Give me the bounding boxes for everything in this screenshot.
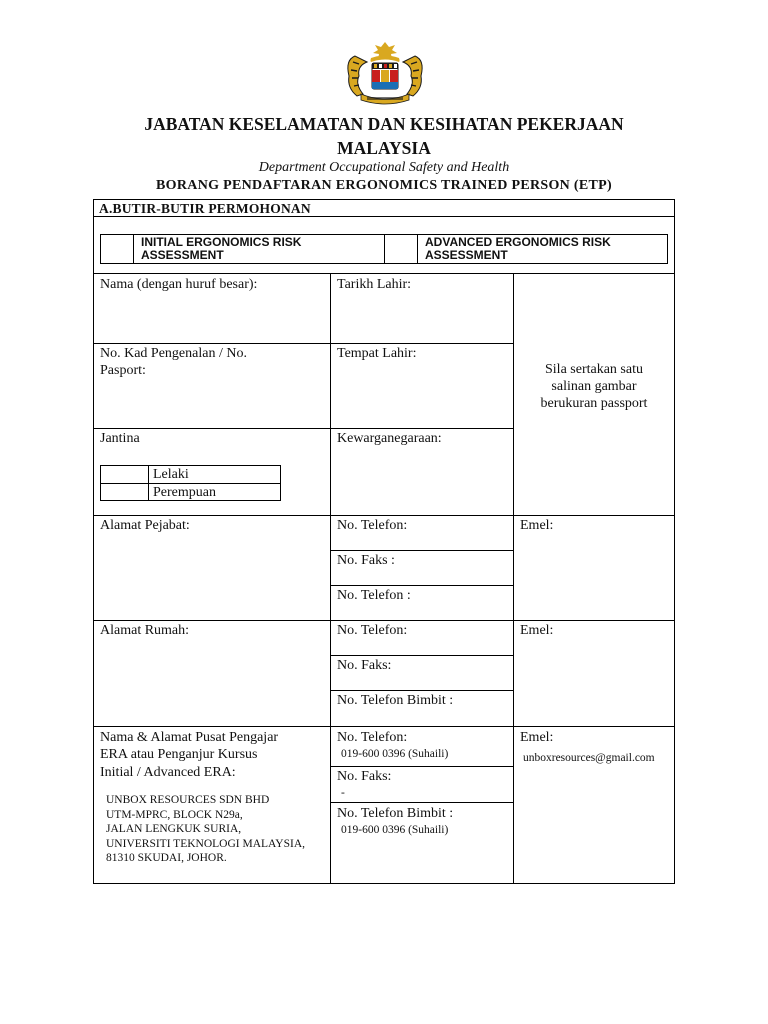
- tarikh-lahir-field[interactable]: [331, 294, 512, 342]
- cell-divider: [330, 655, 514, 656]
- telefon-pejabat-label: No. Telefon:: [337, 518, 408, 533]
- advanced-era-label-line1: ADVANCED ERGONOMICS RISK: [425, 235, 611, 249]
- cell-divider: [330, 766, 514, 767]
- pusat-address-line4: UNIVERSITI TEKNOLOGI MALAYSIA,: [106, 837, 306, 850]
- cell-divider: [330, 550, 514, 551]
- department-title: JABATAN KESELAMATAN DAN KESIHATAN PEKERJAAN: [144, 114, 624, 134]
- advanced-era-checkbox[interactable]: [385, 235, 417, 263]
- faks-pusat-label: No. Faks:: [337, 769, 392, 784]
- kad-pengenalan-field[interactable]: [94, 380, 329, 427]
- cell-divider: [330, 690, 514, 691]
- photo-instruction-line1: Sila sertakan satu: [545, 362, 643, 377]
- kewarganegaraan-field[interactable]: [331, 449, 512, 514]
- alamat-rumah-label: Alamat Rumah:: [100, 623, 190, 638]
- emel-rumah-label: Emel:: [520, 623, 554, 638]
- tempat-lahir-label: Tempat Lahir:: [337, 346, 417, 361]
- faks-pusat-value: -: [341, 787, 345, 799]
- alamat-rumah-field[interactable]: [94, 641, 329, 725]
- nama-label: Nama (dengan huruf besar):: [100, 277, 258, 292]
- emel-pusat-value: unboxresources@gmail.com: [523, 752, 655, 764]
- cell-divider: [330, 802, 514, 803]
- advanced-era-label-line2: ASSESSMENT: [425, 248, 508, 262]
- lelaki-label: Lelaki: [153, 467, 189, 482]
- department-subtitle: Department Occupational Safety and Health: [258, 160, 510, 175]
- telefon-pusat-label: No. Telefon:: [337, 730, 408, 745]
- pusat-label-line2: ERA atau Penganjur Kursus: [100, 747, 258, 762]
- malaysia-coat-of-arms-logo: [337, 36, 433, 108]
- faks-rumah-label: No. Faks:: [337, 658, 392, 673]
- row-divider: [93, 620, 675, 621]
- telefon-pusat-value: 019-600 0396 (Suhaili): [341, 748, 449, 760]
- kad-pengenalan-label-line1: No. Kad Pengenalan / No.: [100, 346, 247, 361]
- cell-divider: [330, 585, 514, 586]
- section-divider: [93, 216, 675, 217]
- lelaki-checkbox[interactable]: [101, 466, 148, 483]
- initial-era-label-line2: ASSESSMENT: [141, 248, 224, 262]
- telefon-bimbit-label: No. Telefon Bimbit :: [337, 693, 454, 708]
- telefon-pejabat-2-label: No. Telefon :: [337, 588, 411, 603]
- perempuan-checkbox[interactable]: [101, 484, 148, 500]
- pusat-address-line3: JALAN LENGKUK SURIA,: [106, 823, 242, 835]
- table-border-bottom: [93, 883, 675, 884]
- gender-option-divider: [148, 465, 149, 501]
- photo-instruction-line2: salinan gambar: [551, 379, 637, 394]
- table-border-right: [674, 199, 675, 884]
- option-divider: [133, 234, 134, 264]
- row-divider: [93, 515, 675, 516]
- photo-instruction-line3: berukuran passport: [540, 396, 648, 411]
- emel-pejabat-label: Emel:: [520, 518, 554, 533]
- telefon-rumah-label: No. Telefon:: [337, 623, 408, 638]
- pusat-label-line1: Nama & Alamat Pusat Pengajar: [100, 730, 279, 745]
- pusat-address-line2: UTM-MPRC, BLOCK N29a,: [106, 808, 243, 821]
- form-title: BORANG PENDAFTARAN ERGONOMICS TRAINED PERSON (ETP): [156, 178, 612, 193]
- perempuan-label: Perempuan: [153, 485, 216, 500]
- jantina-label: Jantina: [100, 431, 140, 446]
- tarikh-lahir-label: Tarikh Lahir:: [337, 277, 412, 292]
- pusat-address-line1: UNBOX RESOURCES SDN BHD: [106, 794, 270, 806]
- pusat-label-line3: Initial / Advanced ERA:: [100, 765, 236, 780]
- section-title: A.BUTIR-BUTIR PERMOHONAN: [99, 201, 311, 216]
- row-divider: [93, 273, 675, 274]
- telefon-bimbit-pusat-label: No. Telefon Bimbit :: [337, 806, 454, 821]
- faks-pejabat-label: No. Faks :: [337, 553, 395, 568]
- row-divider: [93, 343, 514, 344]
- initial-era-label-line1: INITIAL ERGONOMICS RISK: [141, 235, 302, 249]
- pusat-address-line5: 81310 SKUDAI, JOHOR.: [106, 852, 227, 864]
- kewarganegaraan-label: Kewarganegaraan:: [337, 431, 442, 446]
- tempat-lahir-field[interactable]: [331, 364, 512, 427]
- row-divider: [93, 428, 514, 429]
- nama-field[interactable]: [94, 294, 329, 342]
- kad-pengenalan-label-line2: Pasport:: [100, 363, 146, 378]
- option-divider: [417, 234, 418, 264]
- department-title-country: MALAYSIA: [337, 138, 431, 158]
- initial-era-checkbox[interactable]: [101, 235, 133, 263]
- alamat-pejabat-label: Alamat Pejabat:: [100, 518, 190, 533]
- alamat-pejabat-field[interactable]: [94, 536, 329, 619]
- emel-pusat-label: Emel:: [520, 730, 554, 745]
- row-divider: [93, 726, 675, 727]
- telefon-bimbit-pusat-value: 019-600 0396 (Suhaili): [341, 824, 449, 836]
